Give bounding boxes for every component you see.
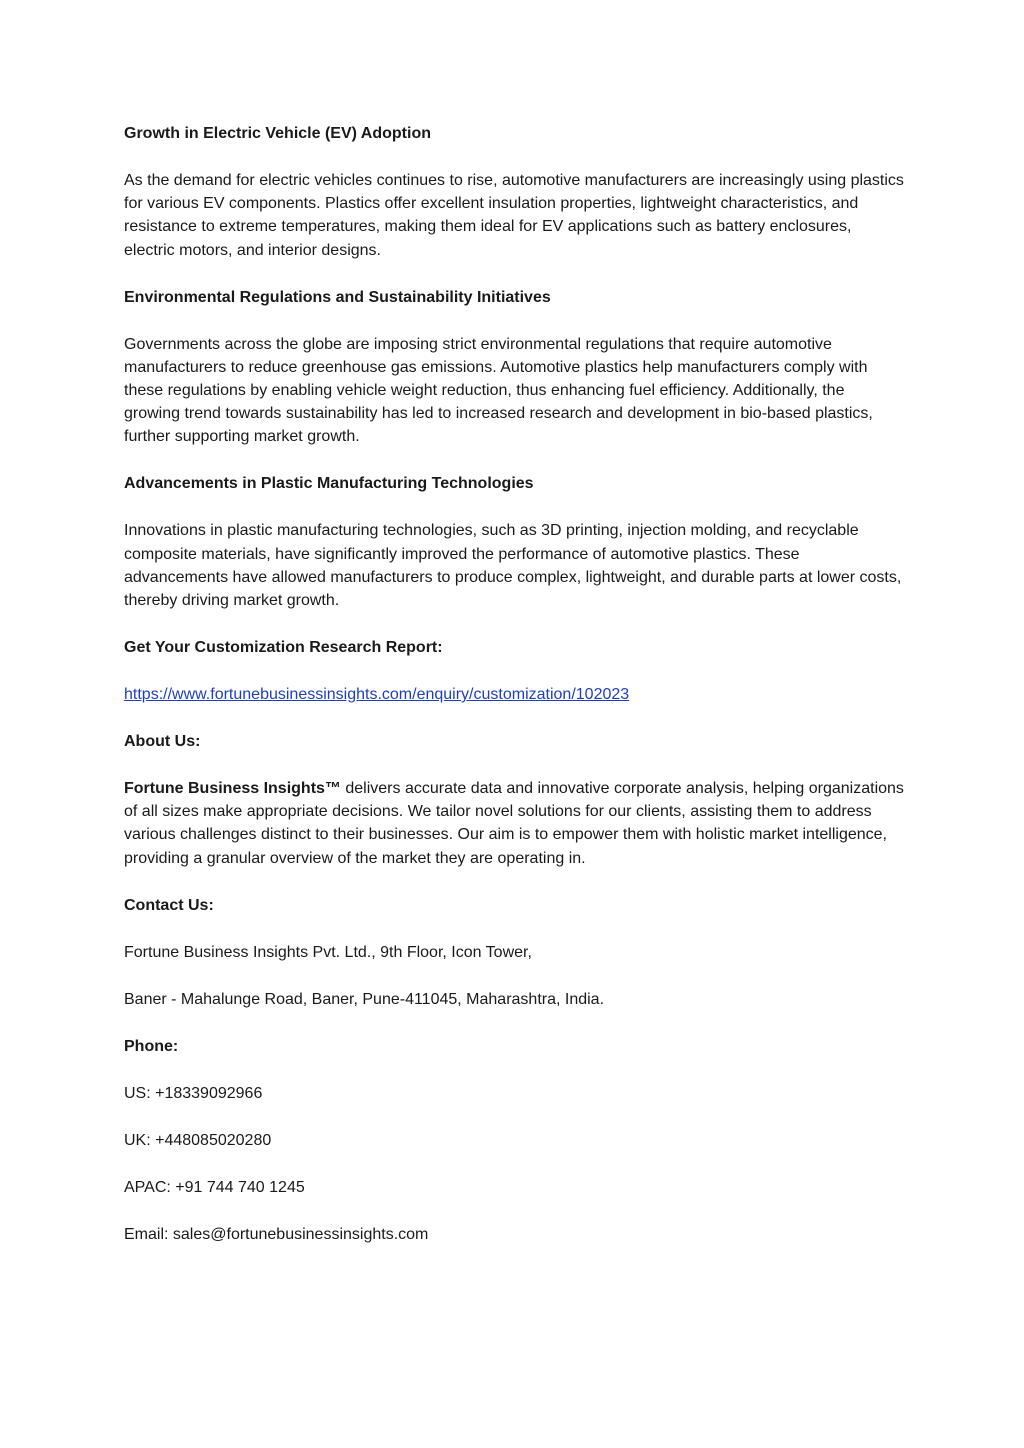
section-heading-ev-adoption: Growth in Electric Vehicle (EV) Adoption [124, 125, 431, 142]
about-heading: About Us: [124, 733, 201, 751]
section-body-manufacturing: Innovations in plastic manufacturing technologies, such as 3D printing, injection molding, and recyclable composite materials, have significantly improved the performance of automotive plastics. These advancements have allowed manufacturers to produce complex, lightweight, and durable parts at lower costs, thereby driving market growth. [124, 522, 902, 610]
about-company-name: Fortune Business Insights™ [124, 780, 341, 798]
section-body-ev-adoption: As the demand for electric vehicles continues to rise, automotive manufacturers are increasingly using plastics for various EV components. Plastics offer excellent insulation properties, lightweight characteristics, and resistance to extreme temperatures, making them ideal for EV applications such as battery enclosures, electric motors, and interior designs. [124, 172, 904, 259]
phone-heading: Phone: [124, 1037, 179, 1055]
phone-us: US: +18339092966 [124, 1084, 263, 1102]
section-heading-manufacturing: Advancements in Plastic Manufacturing Technologies [124, 475, 534, 493]
section-body-regulations: Governments across the globe are imposing strict environmental regulations that require automotive manufacturers to reduce greenhouse gas emissions. Automotive plastics help manufacturers comply with these regulations by enabling vehicle weight reduction, thus enhancing fuel efficiency. Additionally, the growing trend towards sustainability has led to increased research and development in bio-based plastics, further supporting market growth. [124, 335, 873, 446]
about-body: delivers accurate data and innovative corporate analysis, helping organizations of all sizes make appropriate decisions. We tailor novel solutions for our clients, assisting them to address various challenges distinct to their businesses. Our aim is to empower them with holistic market intelligence, providing a granular overview of the market they are operating in. [124, 780, 904, 867]
contact-heading: Contact Us: [124, 896, 214, 914]
about-paragraph [124, 777, 904, 870]
phone-uk: UK: +448085020280 [124, 1131, 272, 1149]
document-page [124, 122, 904, 1270]
contact-address-line2: Baner - Mahalunge Road, Baner, Pune-411045, Maharashtra, India. [124, 990, 605, 1008]
contact-address-line1: Fortune Business Insights Pvt. Ltd., 9th Floor, Icon Tower, [124, 943, 532, 961]
phone-apac: APAC: +91 744 740 1245 [124, 1178, 305, 1196]
customization-heading: Get Your Customization Research Report: [124, 639, 443, 657]
section-heading-regulations: Environmental Regulations and Sustainability Initiatives [124, 288, 551, 306]
customization-link[interactable]: https://www.fortunebusinessinsights.com/enquiry/customization/102023 [124, 686, 630, 704]
contact-email: Email: sales@fortunebusinessinsights.com [124, 1225, 429, 1243]
customization-link-row [124, 683, 904, 706]
